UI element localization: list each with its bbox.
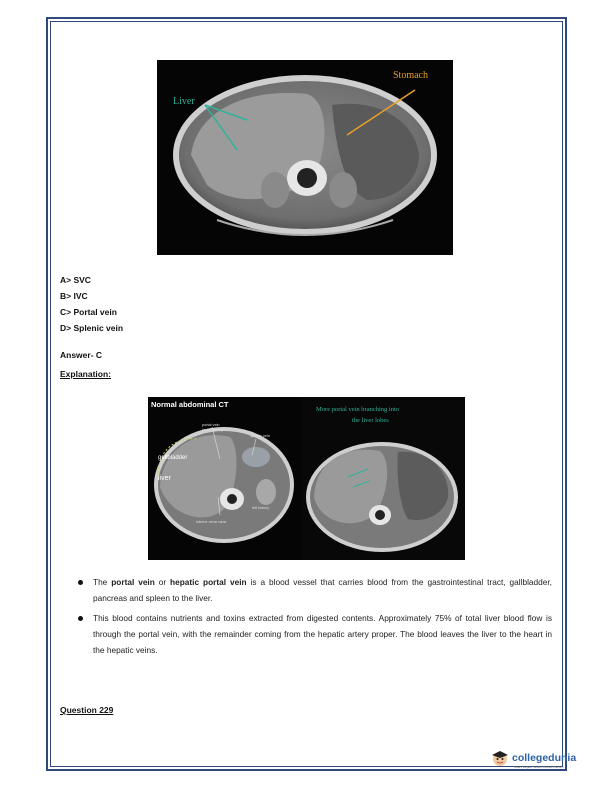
term-portal-vein: portal vein <box>111 577 155 587</box>
brand-tagline: India's Largest Student Review Platform <box>514 765 564 769</box>
bullet-dot-icon <box>78 616 83 621</box>
option-c: C> Portal vein <box>60 307 117 317</box>
caption-portal-branching-line2: the liver lobes <box>352 417 389 424</box>
explanation-heading: Explanation: <box>60 369 112 379</box>
answer-options <box>60 272 123 336</box>
option-a: A> SVC <box>60 275 91 285</box>
term-hepatic-portal-vein: hepatic portal vein <box>170 577 247 587</box>
label-portal-vein: portal vein <box>202 423 220 427</box>
label-portal-vein-confluence: (confluence) <box>202 428 223 432</box>
explanation-bullets <box>78 574 552 662</box>
bullet-dot-icon <box>78 580 83 585</box>
mascot-icon <box>490 748 510 768</box>
label-liver: Liver <box>173 96 195 107</box>
label-inferior-vena-cava: inferior vena cava <box>196 520 226 524</box>
answer-line: Answer- C <box>60 350 103 360</box>
bullet-portal-vein: The portal vein or hepatic portal vein is a blood vessel that carries blood from the gastrointestinal tract, gallbladder, pancreas and spleen to the liver. <box>78 574 552 606</box>
ct-scan-figure-1 <box>157 60 453 255</box>
label-normal-abdominal-ct: Normal abdominal CT <box>151 400 229 409</box>
caption-portal-branching-line1: More portal vein branching into <box>316 406 400 413</box>
label-stomach: Stomach <box>393 70 428 81</box>
label-left-kidney: left kidney <box>252 506 270 510</box>
ct-scan-figure-2 <box>148 397 465 560</box>
option-d: D> Splenic vein <box>60 323 124 333</box>
label-liver-fig2: liver <box>158 475 171 482</box>
bullet-blood-nutrients: This blood contains nutrients and toxins extracted from digested contents. Approximately 75% of total liver blood flow is through the portal vein, with the remainder coming from the hepatic artery proper. The blood leaves the liver to the heart in the hepatic veins. <box>78 610 552 658</box>
option-b: B> IVC <box>60 291 88 301</box>
label-gallbladder: gallbladder <box>158 455 188 461</box>
collegedunia-logo <box>490 748 576 768</box>
label-splenic-vein: splenic vein <box>250 434 270 438</box>
question-number: Question 229 <box>60 705 114 715</box>
brand-name: collegedunia <box>512 752 577 764</box>
